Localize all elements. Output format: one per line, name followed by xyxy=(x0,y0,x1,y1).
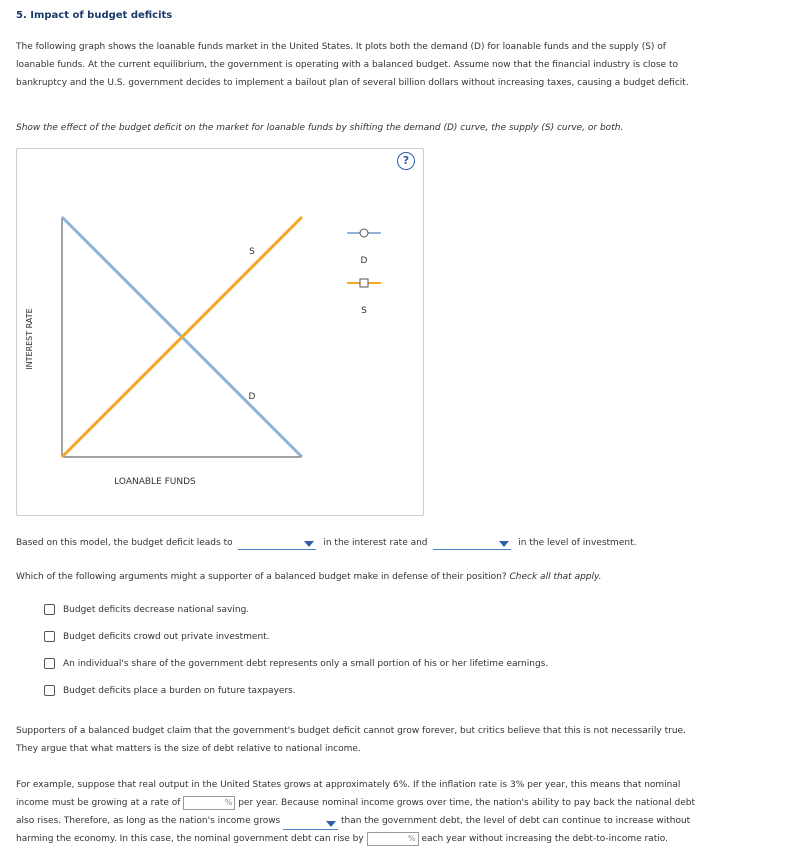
option-row[interactable] xyxy=(44,604,249,615)
intro-line: The following graph shows the loanable funds market in the United States. It plots both the demand (D) for loanable funds and the supply (S) of xyxy=(16,42,666,52)
y-axis-label: INTEREST RATE xyxy=(25,308,34,370)
question-2-prompt xyxy=(16,572,602,582)
investment-dropdown[interactable] xyxy=(433,537,511,550)
example-text: than the government debt, the level of debt can continue to increase without xyxy=(341,816,691,826)
example-line-3 xyxy=(16,812,706,830)
question-2-text: Which of the following arguments might a supporter of a balanced budget make in defense of their position? xyxy=(16,572,507,582)
supply-curve-label: S xyxy=(249,247,255,257)
intro-line: loanable funds. At the current equilibrium, the government is operating with a balanced budget. Assume now that the financial industry is close to xyxy=(16,60,678,70)
option-checkbox[interactable] xyxy=(44,604,55,615)
percent-sign: % xyxy=(224,797,233,807)
example-text: each year without increasing the debt-to-income ratio. xyxy=(421,834,668,844)
example-line-1: For example, suppose that real output in the United States grows at approximately 6%. If the inflation rate is 3% per year, this means that nominal xyxy=(16,780,681,790)
percent-sign: % xyxy=(407,833,416,843)
question-1-prefix: Based on this model, the budget deficit leads to xyxy=(16,538,233,548)
option-row[interactable] xyxy=(44,685,296,696)
example-line-2 xyxy=(16,794,706,812)
example-text: income must be growing at a rate of xyxy=(16,798,181,808)
supply-tool[interactable] xyxy=(347,279,381,287)
question-1-suffix: in the level of investment. xyxy=(518,538,637,548)
demand-tool-label: D xyxy=(360,256,368,266)
help-button[interactable]: ? xyxy=(397,152,415,170)
example-text: per year. Because nominal income grows over time, the nation's ability to pay back the national debt xyxy=(238,798,696,808)
question-1-middle: in the interest rate and xyxy=(323,538,428,548)
income-growth-dropdown[interactable] xyxy=(283,817,338,830)
x-axis-label: LOANABLE FUNDS xyxy=(114,477,196,487)
debt-paragraph xyxy=(16,722,706,758)
loanable-funds-graph xyxy=(17,149,423,515)
page-title: 5. Impact of budget deficits xyxy=(16,10,173,21)
demand-tool[interactable] xyxy=(347,229,381,237)
example-line-4 xyxy=(16,830,706,848)
example-text: harming the economy. In this case, the nominal government debt can rise by xyxy=(16,834,364,844)
graph-instruction: Show the effect of the budget deficit on the market for loanable funds by shifting the demand (D) curve, the supply (S) curve, or both. xyxy=(16,123,624,133)
example-paragraph xyxy=(16,776,706,848)
supply-tool-label: S xyxy=(361,306,367,316)
option-checkbox[interactable] xyxy=(44,658,55,669)
chevron-down-icon xyxy=(326,821,336,827)
intro-line: bankruptcy and the U.S. government decides to implement a bailout plan of several billion dollars without increasing taxes, causing a budget deficit. xyxy=(16,78,689,88)
graph-panel xyxy=(16,148,424,516)
option-row[interactable] xyxy=(44,631,270,642)
demand-tool-handle[interactable] xyxy=(360,229,368,237)
option-checkbox[interactable] xyxy=(44,685,55,696)
option-row[interactable] xyxy=(44,658,548,669)
question-2-hint: Check all that apply. xyxy=(509,572,602,582)
question-1 xyxy=(16,536,636,550)
interest-rate-dropdown[interactable] xyxy=(238,537,316,550)
chevron-down-icon xyxy=(304,541,314,547)
option-label: Budget deficits crowd out private investment. xyxy=(63,631,270,642)
supply-tool-handle[interactable] xyxy=(360,279,368,287)
option-label: Budget deficits decrease national saving. xyxy=(63,604,250,615)
debt-line: Supporters of a balanced budget claim that the government's budget deficit cannot grow forever, but critics believe that this is not necessarily true. xyxy=(16,726,686,736)
option-label: Budget deficits place a burden on future taxpayers. xyxy=(63,685,296,696)
nominal-growth-input[interactable] xyxy=(183,796,235,810)
debt-line: They argue that what matters is the size of debt relative to national income. xyxy=(16,744,361,754)
option-label: An individual's share of the government debt represents only a small portion of his or her lifetime earnings. xyxy=(63,658,549,669)
demand-curve-label: D xyxy=(248,392,256,402)
intro-paragraph xyxy=(16,38,706,92)
option-checkbox[interactable] xyxy=(44,631,55,642)
example-text: also rises. Therefore, as long as the nation's income grows xyxy=(16,816,281,826)
debt-growth-input[interactable] xyxy=(367,832,419,846)
chevron-down-icon xyxy=(499,541,509,547)
